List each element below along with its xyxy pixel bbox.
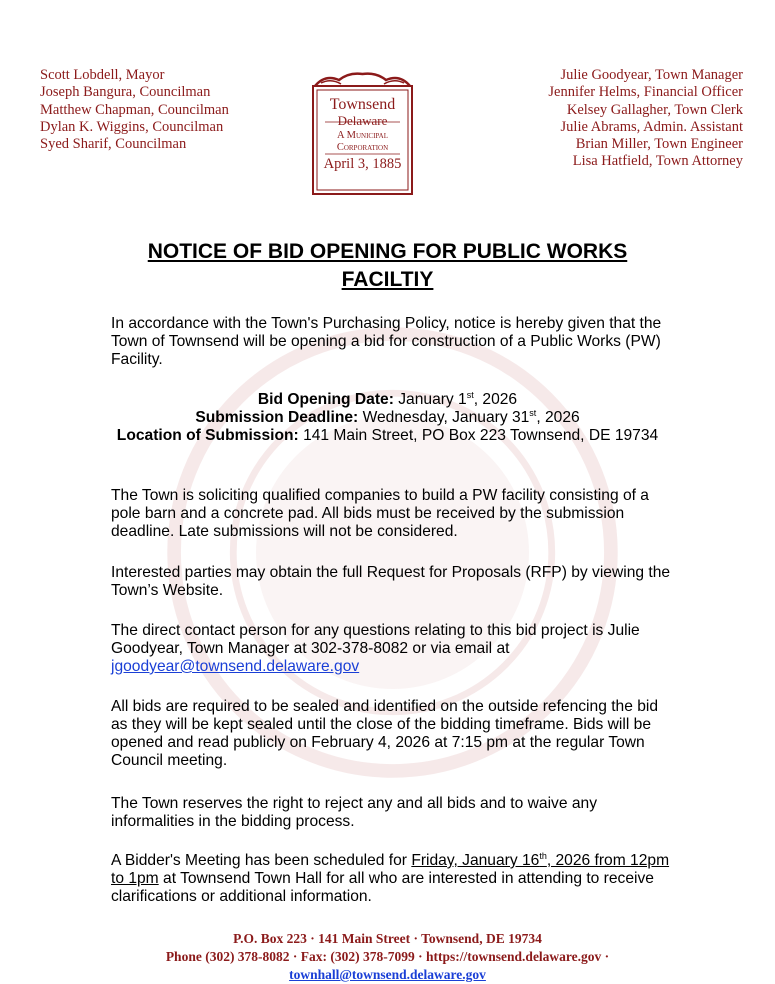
official-town-manager: Julie Goodyear, Town Manager <box>560 67 743 83</box>
seal-corporation: Corporation <box>336 142 389 153</box>
bid-details <box>0 391 775 445</box>
seal-town-name: Townsend <box>329 96 396 113</box>
meeting-date-day: Friday, January 16 <box>411 852 540 869</box>
bid-opening-value: January 1 <box>398 391 467 408</box>
submission-deadline-value: Wednesday, January 31 <box>362 409 530 426</box>
official-town-engineer: Brian Miller, Town Engineer <box>575 136 743 153</box>
footer-contact: Phone (302) 378-8082 · Fax: (302) 378-7099 · https://townsend.delaware.gov · <box>165 949 610 964</box>
seal-municipal: A Municipal <box>337 130 388 141</box>
submission-deadline <box>0 409 775 427</box>
bid-opening-suffix: st <box>466 389 474 400</box>
notice-title-line-2: FACILTIY <box>341 268 434 291</box>
contact-text: The direct contact person for any questions relating to this bid project is Julie Goodyear, Town Manager at 302-378-8082 or via email at <box>111 622 640 657</box>
official-financial-officer: Jennifer Helms, Financial Officer <box>548 84 743 101</box>
contact-paragraph <box>111 622 671 676</box>
submission-location-label: Location of Submission: <box>116 427 299 444</box>
bid-opening-year: , 2026 <box>473 391 518 408</box>
reserve-rights-paragraph: The Town reserves the right to reject any and all bids and to waive any informalities in the bidding process. <box>111 795 597 830</box>
submission-deadline-label: Submission Deadline: <box>195 409 359 426</box>
solicitation-paragraph: The Town is soliciting qualified companies to build a PW facility consisting of a pole barn and a concrete pad. All bids must be received by the submission deadline. Late submissions will not be considered. <box>111 487 649 540</box>
submission-location <box>0 427 775 445</box>
submission-location-value: 141 Main Street, PO Box 223 Townsend, DE 19734 <box>303 427 659 444</box>
meeting-details: at Townsend Town Hall for all who are interested in attending to receive clarifications or additional information. <box>111 870 654 905</box>
meeting-intro: A Bidder's Meeting has been scheduled for <box>111 852 412 869</box>
official-councilman: Matthew Chapman, Councilman <box>40 101 229 118</box>
notice-title-line-1: NOTICE OF BID OPENING FOR PUBLIC WORKS <box>147 240 628 263</box>
bidders-meeting-paragraph <box>111 852 671 906</box>
meeting-date-suffix: th <box>539 850 547 861</box>
notice-title <box>0 238 775 294</box>
seal-state-name: Delaware <box>337 113 388 128</box>
official-town-attorney: Lisa Hatfield, Town Attorney <box>572 153 743 170</box>
official-mayor: Scott Lobdell, Mayor <box>40 67 165 83</box>
official-councilman: Syed Sharif, Councilman <box>40 136 187 153</box>
official-town-clerk: Kelsey Gallagher, Town Clerk <box>566 101 743 118</box>
official-councilman: Dylan K. Wiggins, Councilman <box>40 118 224 135</box>
official-admin-assistant: Julie Abrams, Admin. Assistant <box>560 118 743 135</box>
official-councilman: Joseph Bangura, Councilman <box>40 84 211 101</box>
submission-deadline-year: , 2026 <box>536 409 580 426</box>
sealed-bids-paragraph: All bids are required to be sealed and identified on the outside refencing the bid as they will be kept sealed until the close of the bidding timeframe. Bids will be opened and read publicly on February 4, 2026 at 7:15 pm at the regular Town Council meeting. <box>111 698 659 769</box>
council-members-list <box>40 67 229 153</box>
town-staff-list <box>548 67 743 171</box>
bid-opening-label: Bid Opening Date: <box>257 391 394 408</box>
bid-opening-date <box>0 391 775 409</box>
meeting-date-time: , 2026 from 12pm to 1pm <box>111 852 670 887</box>
footer-address: P.O. Box 223 · 141 Main Street · Townsend, DE 19734 <box>233 931 542 946</box>
seal-date: April 3, 1885 <box>323 156 402 172</box>
contact-email-link[interactable]: jgoodyear@townsend.delaware.gov <box>111 658 360 675</box>
intro-paragraph: In accordance with the Town's Purchasing Policy, notice is hereby given that the Town of Townsend will be opening a bid for construction of a Public Works (PW) Facility. <box>111 315 662 368</box>
footer-email-link[interactable]: townhall@townsend.delaware.gov <box>289 967 486 982</box>
rfp-paragraph: Interested parties may obtain the full Request for Proposals (RFP) by viewing the Town’s Website. <box>111 564 671 599</box>
submission-deadline-suffix: st <box>529 407 537 418</box>
footer <box>0 930 775 984</box>
